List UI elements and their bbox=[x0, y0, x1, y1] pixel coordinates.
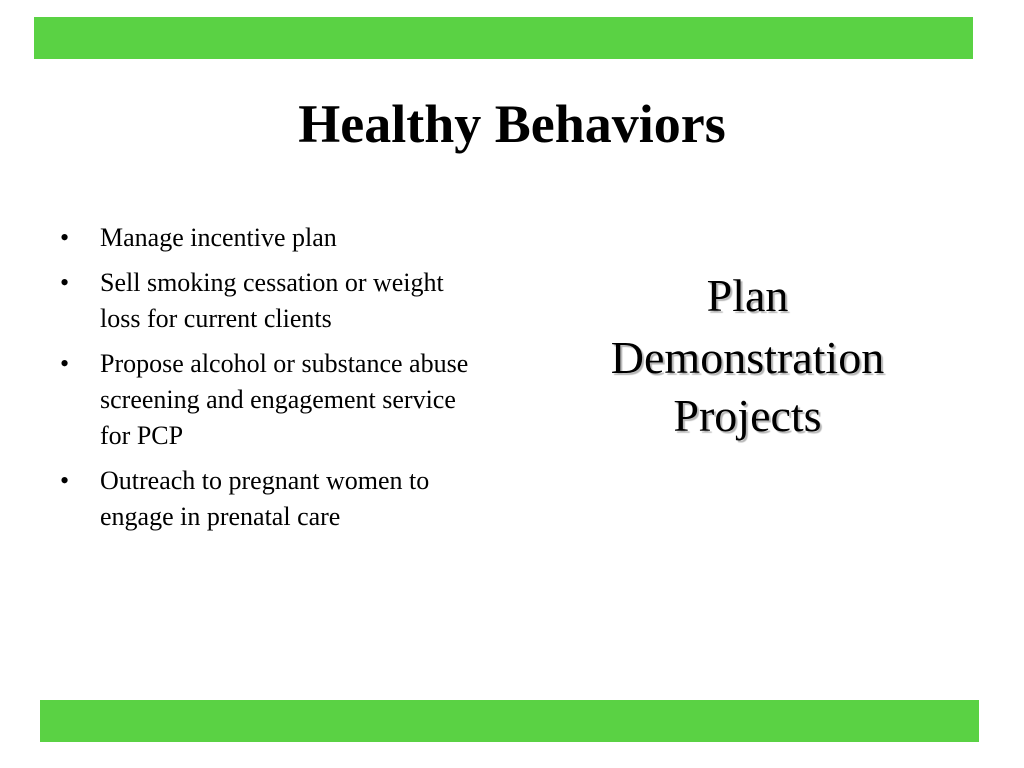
panel-line-projects: Projects bbox=[673, 390, 822, 441]
bullet-text: Sell smoking cessation or weight loss for current clients bbox=[100, 268, 444, 333]
list-item bbox=[58, 265, 488, 337]
panel-line-plan: Plan bbox=[706, 270, 789, 321]
bullet-icon: • bbox=[60, 466, 70, 495]
bottom-accent-band bbox=[40, 700, 979, 742]
bullet-icon: • bbox=[60, 349, 70, 378]
slide-title: Healthy Behaviors bbox=[298, 94, 726, 154]
bullet-list bbox=[58, 220, 488, 544]
top-accent-band bbox=[34, 17, 973, 59]
list-item bbox=[58, 346, 488, 454]
panel-line-demonstration: Demonstration bbox=[610, 332, 885, 383]
list-item bbox=[58, 463, 488, 535]
bullet-text: Manage incentive plan bbox=[100, 223, 337, 252]
bullet-text: Propose alcohol or substance abuse screening and engagement service for PCP bbox=[100, 349, 469, 450]
bullet-icon: • bbox=[60, 268, 70, 297]
plan-demonstration-panel bbox=[500, 267, 995, 445]
bullet-icon: • bbox=[60, 223, 70, 252]
list-item bbox=[58, 220, 488, 256]
bullet-text: Outreach to pregnant women to engage in prenatal care bbox=[100, 466, 430, 531]
